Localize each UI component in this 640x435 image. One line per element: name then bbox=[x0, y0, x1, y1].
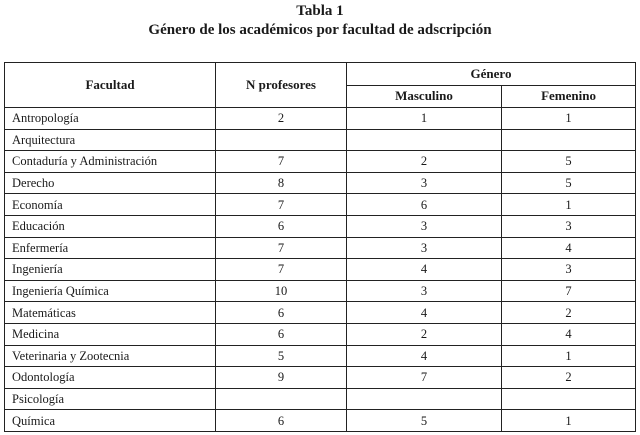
cell-n-profesores: 6 bbox=[216, 215, 347, 237]
header-masculino: Masculino bbox=[347, 85, 502, 108]
cell-facultad: Química bbox=[5, 410, 216, 432]
cell-femenino: 1 bbox=[502, 108, 636, 130]
cell-masculino: 3 bbox=[347, 172, 502, 194]
table-row bbox=[5, 129, 636, 151]
cell-femenino: 1 bbox=[502, 345, 636, 367]
cell-facultad: Ingeniería Química bbox=[5, 280, 216, 302]
table-row bbox=[5, 345, 636, 367]
header-femenino: Femenino bbox=[502, 85, 636, 108]
cell-masculino: 5 bbox=[347, 410, 502, 432]
cell-n-profesores: 2 bbox=[216, 108, 347, 130]
cell-facultad: Matemáticas bbox=[5, 302, 216, 324]
cell-femenino bbox=[502, 129, 636, 151]
cell-femenino: 5 bbox=[502, 151, 636, 173]
cell-facultad: Psicología bbox=[5, 388, 216, 410]
cell-n-profesores: 9 bbox=[216, 367, 347, 389]
table-row bbox=[5, 151, 636, 173]
table-row bbox=[5, 172, 636, 194]
cell-femenino: 1 bbox=[502, 194, 636, 216]
table-row bbox=[5, 108, 636, 130]
cell-masculino: 3 bbox=[347, 280, 502, 302]
cell-masculino bbox=[347, 129, 502, 151]
cell-femenino: 4 bbox=[502, 323, 636, 345]
table-row bbox=[5, 215, 636, 237]
cell-facultad: Veterinaria y Zootecnia bbox=[5, 345, 216, 367]
cell-masculino: 2 bbox=[347, 151, 502, 173]
cell-femenino: 7 bbox=[502, 280, 636, 302]
cell-masculino: 2 bbox=[347, 323, 502, 345]
table-row bbox=[5, 388, 636, 410]
faculty-gender-table bbox=[4, 62, 636, 432]
header-facultad: Facultad bbox=[5, 63, 216, 108]
table-row bbox=[5, 194, 636, 216]
cell-femenino: 2 bbox=[502, 302, 636, 324]
cell-masculino: 3 bbox=[347, 237, 502, 259]
cell-femenino: 3 bbox=[502, 259, 636, 281]
cell-masculino: 1 bbox=[347, 108, 502, 130]
table-row bbox=[5, 259, 636, 281]
cell-facultad: Odontología bbox=[5, 367, 216, 389]
cell-n-profesores: 7 bbox=[216, 259, 347, 281]
cell-n-profesores: 8 bbox=[216, 172, 347, 194]
cell-n-profesores: 6 bbox=[216, 323, 347, 345]
cell-facultad: Ingeniería bbox=[5, 259, 216, 281]
cell-masculino bbox=[347, 388, 502, 410]
cell-masculino: 7 bbox=[347, 367, 502, 389]
table-row bbox=[5, 323, 636, 345]
cell-femenino: 1 bbox=[502, 410, 636, 432]
cell-facultad: Contaduría y Administración bbox=[5, 151, 216, 173]
cell-n-profesores bbox=[216, 388, 347, 410]
cell-femenino: 2 bbox=[502, 367, 636, 389]
cell-facultad: Economía bbox=[5, 194, 216, 216]
cell-facultad: Antropología bbox=[5, 108, 216, 130]
cell-n-profesores: 10 bbox=[216, 280, 347, 302]
cell-n-profesores: 6 bbox=[216, 302, 347, 324]
cell-n-profesores: 5 bbox=[216, 345, 347, 367]
cell-femenino: 5 bbox=[502, 172, 636, 194]
cell-masculino: 6 bbox=[347, 194, 502, 216]
cell-facultad: Enfermería bbox=[5, 237, 216, 259]
cell-masculino: 4 bbox=[347, 302, 502, 324]
cell-n-profesores bbox=[216, 129, 347, 151]
cell-femenino: 4 bbox=[502, 237, 636, 259]
cell-masculino: 4 bbox=[347, 345, 502, 367]
cell-facultad: Derecho bbox=[5, 172, 216, 194]
table-row bbox=[5, 237, 636, 259]
table-row bbox=[5, 280, 636, 302]
cell-femenino bbox=[502, 388, 636, 410]
table-row bbox=[5, 367, 636, 389]
table-title: Tabla 1 bbox=[296, 3, 344, 19]
cell-femenino: 3 bbox=[502, 215, 636, 237]
table-subtitle: Género de los académicos por facultad de adscripción bbox=[148, 22, 492, 38]
cell-masculino: 4 bbox=[347, 259, 502, 281]
table-row bbox=[5, 302, 636, 324]
table-row bbox=[5, 410, 636, 432]
cell-n-profesores: 6 bbox=[216, 410, 347, 432]
cell-n-profesores: 7 bbox=[216, 237, 347, 259]
cell-masculino: 3 bbox=[347, 215, 502, 237]
cell-facultad: Medicina bbox=[5, 323, 216, 345]
header-genero: Género bbox=[347, 63, 636, 86]
cell-n-profesores: 7 bbox=[216, 194, 347, 216]
cell-facultad: Educación bbox=[5, 215, 216, 237]
cell-facultad: Arquitectura bbox=[5, 129, 216, 151]
header-n-profesores: N profesores bbox=[216, 63, 347, 108]
cell-n-profesores: 7 bbox=[216, 151, 347, 173]
